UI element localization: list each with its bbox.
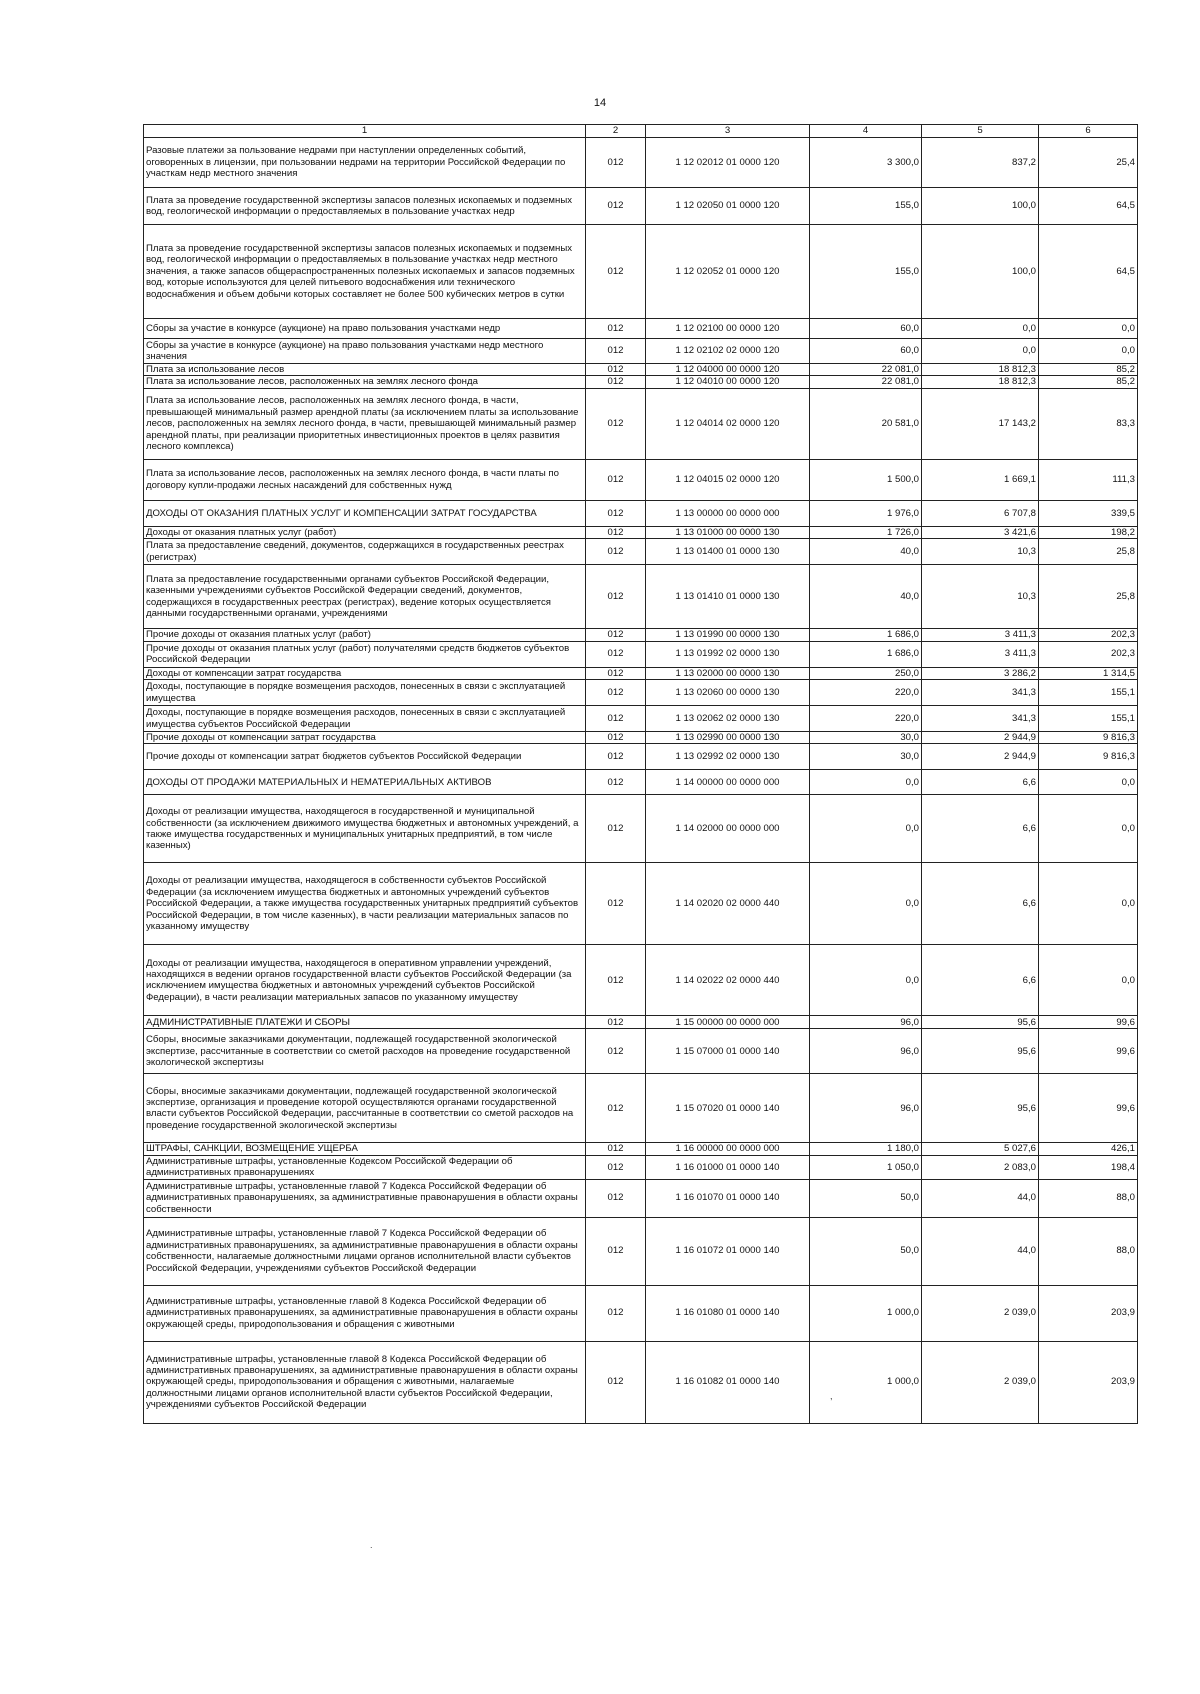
row-kbk-code: 1 16 01070 01 0000 140 (646, 1179, 810, 1217)
table-row (144, 565, 1138, 629)
table-row (144, 667, 1138, 679)
row-admin-code: 012 (586, 863, 646, 945)
row-percent: 83,3 (1039, 388, 1138, 459)
row-kbk-code: 1 12 02100 00 0000 120 (646, 319, 810, 339)
row-plan-value: 1 000,0 (810, 1341, 922, 1423)
row-actual-value: 2 944,9 (922, 744, 1039, 770)
table-row (144, 1285, 1138, 1341)
table-row (144, 641, 1138, 667)
row-percent: 203,9 (1039, 1341, 1138, 1423)
row-kbk-code: 1 12 04010 00 0000 120 (646, 376, 810, 388)
table-row (144, 1155, 1138, 1179)
row-admin-code: 012 (586, 459, 646, 500)
row-name: Административные штрафы, установленные главой 7 Кодекса Российской Федерации об административных правонарушениях, за административные правонарушения в области охраны собственности (144, 1179, 586, 1217)
table-row (144, 459, 1138, 500)
page-number: 14 (593, 97, 607, 109)
row-actual-value: 2 083,0 (922, 1155, 1039, 1179)
row-actual-value: 6 707,8 (922, 500, 1039, 526)
row-kbk-code: 1 12 04015 02 0000 120 (646, 459, 810, 500)
row-kbk-code: 1 16 01000 01 0000 140 (646, 1155, 810, 1179)
header-col-6: 6 (1039, 125, 1138, 138)
row-plan-value: 96,0 (810, 1016, 922, 1029)
row-percent: 64,5 (1039, 225, 1138, 319)
row-name: ДОХОДЫ ОТ ПРОДАЖИ МАТЕРИАЛЬНЫХ И НЕМАТЕРИАЛЬНЫХ АКТИВОВ (144, 770, 586, 795)
row-actual-value: 100,0 (922, 188, 1039, 225)
row-plan-value: 1 726,0 (810, 526, 922, 538)
budget-table (143, 124, 1138, 1424)
row-name: Разовые платежи за пользование недрами при наступлении определенных событий, оговоренных в лицензии, при пользовании недрами на территории Российской Федерации по участкам недр местного значения (144, 138, 586, 188)
row-name: Доходы от реализации имущества, находящегося в государственной и муниципальной собственности (за исключением движимого имущества бюджетных и автономных учреждений, а также имущества государственных и муниципальных унитарных предприятий, в том числе казенных) (144, 795, 586, 863)
row-percent: 99,6 (1039, 1016, 1138, 1029)
row-name: Прочие доходы от компенсации затрат бюджетов субъектов Российской Федерации (144, 744, 586, 770)
row-kbk-code: 1 12 04014 02 0000 120 (646, 388, 810, 459)
row-percent: 339,5 (1039, 500, 1138, 526)
row-plan-value: 0,0 (810, 770, 922, 795)
row-name: Плата за предоставление сведений, документов, содержащихся в государственных реестрах (регистрах) (144, 539, 586, 565)
table-row (144, 188, 1138, 225)
row-plan-value: 1 686,0 (810, 629, 922, 641)
row-kbk-code: 1 12 02012 01 0000 120 (646, 138, 810, 188)
row-plan-value: 30,0 (810, 744, 922, 770)
table-row (144, 1179, 1138, 1217)
row-plan-value: 22 081,0 (810, 376, 922, 388)
row-plan-value: 1 180,0 (810, 1143, 922, 1155)
row-kbk-code: 1 13 02062 02 0000 130 (646, 706, 810, 732)
row-name: Административные штрафы, установленные Кодексом Российской Федерации об административных правонарушениях (144, 1155, 586, 1179)
row-admin-code: 012 (586, 744, 646, 770)
row-percent: 155,1 (1039, 706, 1138, 732)
table-row (144, 1074, 1138, 1143)
row-kbk-code: 1 16 00000 00 0000 000 (646, 1143, 810, 1155)
row-plan-value: 220,0 (810, 706, 922, 732)
row-kbk-code: 1 14 02020 02 0000 440 (646, 863, 810, 945)
row-actual-value: 18 812,3 (922, 376, 1039, 388)
row-name: Плата за использование лесов (144, 364, 586, 376)
row-name: Доходы от реализации имущества, находящегося в оперативном управлении учреждений, находящихся в ведении органов государственной власти субъектов Российской Федерации (за исключением имущества бюджетных и автономных учреждений субъектов Российской Федерации), в части реализации материальных запасов по указанному имуществу (144, 945, 586, 1016)
row-kbk-code: 1 13 00000 00 0000 000 (646, 500, 810, 526)
table-row (144, 388, 1138, 459)
row-admin-code: 012 (586, 376, 646, 388)
row-plan-value: 1 500,0 (810, 459, 922, 500)
row-actual-value: 837,2 (922, 138, 1039, 188)
header-row (144, 125, 1138, 138)
table-row (144, 945, 1138, 1016)
row-actual-value: 5 027,6 (922, 1143, 1039, 1155)
row-kbk-code: 1 13 02990 00 0000 130 (646, 732, 810, 744)
row-kbk-code: 1 13 01400 01 0000 130 (646, 539, 810, 565)
row-percent: 203,9 (1039, 1285, 1138, 1341)
row-kbk-code: 1 13 02060 00 0000 130 (646, 680, 810, 706)
row-percent: 99,6 (1039, 1029, 1138, 1074)
row-name: Административные штрафы, установленные главой 8 Кодекса Российской Федерации об административных правонарушениях, за административные правонарушения в области охраны окружающей среды, природопользования и обращения с животными (144, 1285, 586, 1341)
row-actual-value: 18 812,3 (922, 364, 1039, 376)
row-name: Административные штрафы, установленные главой 7 Кодекса Российской Федерации об административных правонарушениях, за административные правонарушения в области охраны собственности, налагаемые должностными лицами органов исполнительной власти субъектов Российской Федерации, учреждениями субъектов Российской Федерации (144, 1217, 586, 1285)
row-kbk-code: 1 12 04000 00 0000 120 (646, 364, 810, 376)
row-actual-value: 0,0 (922, 319, 1039, 339)
row-admin-code: 012 (586, 339, 646, 364)
row-actual-value: 341,3 (922, 706, 1039, 732)
table-row (144, 680, 1138, 706)
row-kbk-code: 1 12 02052 01 0000 120 (646, 225, 810, 319)
table-row (144, 138, 1138, 188)
row-admin-code: 012 (586, 770, 646, 795)
row-percent: 9 816,3 (1039, 732, 1138, 744)
row-admin-code: 012 (586, 1341, 646, 1423)
row-percent: 202,3 (1039, 641, 1138, 667)
table-row (144, 795, 1138, 863)
table-row (144, 1143, 1138, 1155)
row-name: Плата за проведение государственной экспертизы запасов полезных ископаемых и подземных вод, геологической информации о предоставляемых в пользование участках недр местного значения, а также запасов общераспространенных полезных ископаемых и запасов подземных вод, которые используются для целей питьевого водоснабжения или технического водоснабжения и объем добычи которых составляет не более 500 кубических метров в сутки (144, 225, 586, 319)
row-plan-value: 250,0 (810, 667, 922, 679)
table-row (144, 364, 1138, 376)
row-admin-code: 012 (586, 388, 646, 459)
row-admin-code: 012 (586, 1074, 646, 1143)
row-plan-value: 40,0 (810, 539, 922, 565)
row-name: Прочие доходы от оказания платных услуг (работ) (144, 629, 586, 641)
row-actual-value: 341,3 (922, 680, 1039, 706)
table-row (144, 319, 1138, 339)
row-name: Сборы за участие в конкурсе (аукционе) на право пользования участками недр (144, 319, 586, 339)
row-kbk-code: 1 13 01992 02 0000 130 (646, 641, 810, 667)
table-row (144, 732, 1138, 744)
row-name: ШТРАФЫ, САНКЦИИ, ВОЗМЕЩЕНИЕ УЩЕРБА (144, 1143, 586, 1155)
row-actual-value: 10,3 (922, 565, 1039, 629)
row-kbk-code: 1 15 00000 00 0000 000 (646, 1016, 810, 1029)
row-actual-value: 3 411,3 (922, 629, 1039, 641)
row-percent: 198,4 (1039, 1155, 1138, 1179)
table-row (144, 1016, 1138, 1029)
row-name: Доходы от реализации имущества, находящегося в собственности субъектов Российской Федерации (за исключением имущества бюджетных и автономных учреждений субъектов Российской Федерации, а также имущества государственных унитарных предприятий субъектов Российской Федерации, в том числе казенных), в части реализации материальных запасов по указанному имуществу (144, 863, 586, 945)
row-name: Сборы, вносимые заказчиками документации, подлежащей государственной экологической экспертизе, рассчитанные в соответствии со сметой расходов на проведение государственной экологической экспертизы (144, 1029, 586, 1074)
row-actual-value: 17 143,2 (922, 388, 1039, 459)
row-admin-code: 012 (586, 629, 646, 641)
row-kbk-code: 1 14 00000 00 0000 000 (646, 770, 810, 795)
row-name: Плата за проведение государственной экспертизы запасов полезных ископаемых и подземных вод, геологической информации о предоставляемых в пользование участках недр (144, 188, 586, 225)
table-row (144, 526, 1138, 538)
row-plan-value: 22 081,0 (810, 364, 922, 376)
row-actual-value: 95,6 (922, 1016, 1039, 1029)
row-kbk-code: 1 13 02992 02 0000 130 (646, 744, 810, 770)
row-percent: 0,0 (1039, 795, 1138, 863)
row-plan-value: 60,0 (810, 339, 922, 364)
row-admin-code: 012 (586, 188, 646, 225)
header-col-4: 4 (810, 125, 922, 138)
row-actual-value: 10,3 (922, 539, 1039, 565)
header-col-3: 3 (646, 125, 810, 138)
row-admin-code: 012 (586, 795, 646, 863)
row-plan-value: 220,0 (810, 680, 922, 706)
row-plan-value: 0,0 (810, 945, 922, 1016)
table-row (144, 1217, 1138, 1285)
row-kbk-code: 1 14 02022 02 0000 440 (646, 945, 810, 1016)
row-admin-code: 012 (586, 1029, 646, 1074)
row-plan-value: 155,0 (810, 188, 922, 225)
row-kbk-code: 1 16 01082 01 0000 140 (646, 1341, 810, 1423)
row-percent: 88,0 (1039, 1217, 1138, 1285)
header-col-1: 1 (144, 125, 586, 138)
row-admin-code: 012 (586, 1217, 646, 1285)
row-actual-value: 6,6 (922, 795, 1039, 863)
row-plan-value: 20 581,0 (810, 388, 922, 459)
row-plan-value: 96,0 (810, 1029, 922, 1074)
table-row (144, 863, 1138, 945)
row-actual-value: 95,6 (922, 1074, 1039, 1143)
row-admin-code: 012 (586, 1155, 646, 1179)
table-row (144, 1029, 1138, 1074)
row-name: Плата за использование лесов, расположенных на землях лесного фонда, в части, превышающей минимальный размер арендной платы (за исключением платы за использование лесов, расположенных на землях лесного фонда, в части, превышающей минимальный размер арендной платы, при реализации приоритетных инвестиционных проектов в целях развития лесного комплекса) (144, 388, 586, 459)
row-admin-code: 012 (586, 526, 646, 538)
row-actual-value: 100,0 (922, 225, 1039, 319)
row-admin-code: 012 (586, 945, 646, 1016)
row-percent: 25,4 (1039, 138, 1138, 188)
row-name: ДОХОДЫ ОТ ОКАЗАНИЯ ПЛАТНЫХ УСЛУГ И КОМПЕНСАЦИИ ЗАТРАТ ГОСУДАРСТВА (144, 500, 586, 526)
row-kbk-code: 1 12 02050 01 0000 120 (646, 188, 810, 225)
row-actual-value: 6,6 (922, 945, 1039, 1016)
row-percent: 0,0 (1039, 770, 1138, 795)
row-kbk-code: 1 13 01410 01 0000 130 (646, 565, 810, 629)
row-name: Административные штрафы, установленные главой 8 Кодекса Российской Федерации об административных правонарушениях, за административные правонарушения в области охраны окружающей среды, природопользования и обращения с животными, налагаемые должностными лицами органов исполнительной власти субъектов Российской Федерации, учреждениями субъектов Российской Федерации (144, 1341, 586, 1423)
table-row (144, 339, 1138, 364)
row-admin-code: 012 (586, 225, 646, 319)
row-name: Плата за использование лесов, расположенных на землях лесного фонда, в части платы по договору купли-продажи лесных насаждений для собственных нужд (144, 459, 586, 500)
row-plan-value: 1 686,0 (810, 641, 922, 667)
row-percent: 0,0 (1039, 863, 1138, 945)
row-plan-value: 50,0 (810, 1217, 922, 1285)
row-percent: 198,2 (1039, 526, 1138, 538)
row-percent: 1 314,5 (1039, 667, 1138, 679)
row-percent: 85,2 (1039, 364, 1138, 376)
row-kbk-code: 1 15 07020 01 0000 140 (646, 1074, 810, 1143)
row-admin-code: 012 (586, 732, 646, 744)
row-actual-value: 95,6 (922, 1029, 1039, 1074)
row-admin-code: 012 (586, 1143, 646, 1155)
row-actual-value: 6,6 (922, 863, 1039, 945)
row-plan-value: 155,0 (810, 225, 922, 319)
row-actual-value: 0,0 (922, 339, 1039, 364)
footer-dot: . (370, 1540, 373, 1550)
row-kbk-code: 1 13 02000 00 0000 130 (646, 667, 810, 679)
row-kbk-code: 1 13 01990 00 0000 130 (646, 629, 810, 641)
row-name: АДМИНИСТРАТИВНЫЕ ПЛАТЕЖИ И СБОРЫ (144, 1016, 586, 1029)
row-kbk-code: 1 14 02000 00 0000 000 (646, 795, 810, 863)
table-row (144, 225, 1138, 319)
row-name: Сборы, вносимые заказчиками документации, подлежащей государственной экологической экспертизе, организация и проведение которой осуществляются органами государственной власти субъектов Российской Федерации, рассчитанные в соответствии со сметой расходов на проведение государственной экологической экспертизы (144, 1074, 586, 1143)
header-col-2: 2 (586, 125, 646, 138)
row-admin-code: 012 (586, 364, 646, 376)
row-admin-code: 012 (586, 706, 646, 732)
table-row (144, 744, 1138, 770)
row-admin-code: 012 (586, 680, 646, 706)
row-actual-value: 2 039,0 (922, 1341, 1039, 1423)
row-percent: 426,1 (1039, 1143, 1138, 1155)
table-row (144, 770, 1138, 795)
row-plan-value: 3 300,0 (810, 138, 922, 188)
row-name: Сборы за участие в конкурсе (аукционе) на право пользования участками недр местного значения (144, 339, 586, 364)
row-admin-code: 012 (586, 667, 646, 679)
row-percent: 9 816,3 (1039, 744, 1138, 770)
row-actual-value: 3 286,2 (922, 667, 1039, 679)
row-kbk-code: 1 16 01080 01 0000 140 (646, 1285, 810, 1341)
header-col-5: 5 (922, 125, 1039, 138)
row-actual-value: 3 421,6 (922, 526, 1039, 538)
table-row (144, 539, 1138, 565)
row-name: Доходы от оказания платных услуг (работ) (144, 526, 586, 538)
row-percent: 111,3 (1039, 459, 1138, 500)
row-admin-code: 012 (586, 1285, 646, 1341)
table-row (144, 1341, 1138, 1423)
row-actual-value: 6,6 (922, 770, 1039, 795)
row-plan-value: 50,0 (810, 1179, 922, 1217)
row-plan-value: 96,0 (810, 1074, 922, 1143)
row-admin-code: 012 (586, 565, 646, 629)
row-name: Доходы, поступающие в порядке возмещения расходов, понесенных в связи с эксплуатацией имущества субъектов Российской Федерации (144, 706, 586, 732)
row-percent: 202,3 (1039, 629, 1138, 641)
row-actual-value: 2 944,9 (922, 732, 1039, 744)
row-actual-value: 3 411,3 (922, 641, 1039, 667)
table-row (144, 706, 1138, 732)
row-plan-value: 40,0 (810, 565, 922, 629)
row-admin-code: 012 (586, 641, 646, 667)
row-percent: 0,0 (1039, 339, 1138, 364)
row-kbk-code: 1 12 02102 02 0000 120 (646, 339, 810, 364)
row-admin-code: 012 (586, 1016, 646, 1029)
row-actual-value: 44,0 (922, 1179, 1039, 1217)
row-actual-value: 1 669,1 (922, 459, 1039, 500)
row-name: Доходы, поступающие в порядке возмещения расходов, понесенных в связи с эксплуатацией имущества (144, 680, 586, 706)
row-name: Доходы от компенсации затрат государства (144, 667, 586, 679)
table-row (144, 629, 1138, 641)
row-percent: 88,0 (1039, 1179, 1138, 1217)
row-kbk-code: 1 16 01072 01 0000 140 (646, 1217, 810, 1285)
row-plan-value: 0,0 (810, 863, 922, 945)
row-name: Плата за использование лесов, расположенных на землях лесного фонда (144, 376, 586, 388)
row-percent: 155,1 (1039, 680, 1138, 706)
row-actual-value: 44,0 (922, 1217, 1039, 1285)
row-name: Прочие доходы от компенсации затрат государства (144, 732, 586, 744)
row-admin-code: 012 (586, 539, 646, 565)
row-percent: 25,8 (1039, 565, 1138, 629)
row-kbk-code: 1 15 07000 01 0000 140 (646, 1029, 810, 1074)
row-percent: 25,8 (1039, 539, 1138, 565)
table-row (144, 376, 1138, 388)
row-percent: 64,5 (1039, 188, 1138, 225)
row-admin-code: 012 (586, 500, 646, 526)
row-plan-value: 1 000,0 (810, 1285, 922, 1341)
row-name: Плата за предоставление государственными органами субъектов Российской Федерации, казенными учреждениями субъектов Российской Федерации сведений, документов, содержащихся в государственных реестрах (регистрах), ведение которых осуществляется данными государственными органами, учреждениями (144, 565, 586, 629)
row-percent: 0,0 (1039, 319, 1138, 339)
row-plan-value: 1 050,0 (810, 1155, 922, 1179)
stray-mark: , (830, 1391, 833, 1401)
table-row (144, 500, 1138, 526)
row-admin-code: 012 (586, 319, 646, 339)
row-admin-code: 012 (586, 1179, 646, 1217)
row-percent: 99,6 (1039, 1074, 1138, 1143)
row-plan-value: 0,0 (810, 795, 922, 863)
row-plan-value: 30,0 (810, 732, 922, 744)
row-plan-value: 60,0 (810, 319, 922, 339)
row-percent: 0,0 (1039, 945, 1138, 1016)
row-kbk-code: 1 13 01000 00 0000 130 (646, 526, 810, 538)
row-plan-value: 1 976,0 (810, 500, 922, 526)
row-admin-code: 012 (586, 138, 646, 188)
row-actual-value: 2 039,0 (922, 1285, 1039, 1341)
row-percent: 85,2 (1039, 376, 1138, 388)
row-name: Прочие доходы от оказания платных услуг (работ) получателями средств бюджетов субъектов Российской Федерации (144, 641, 586, 667)
